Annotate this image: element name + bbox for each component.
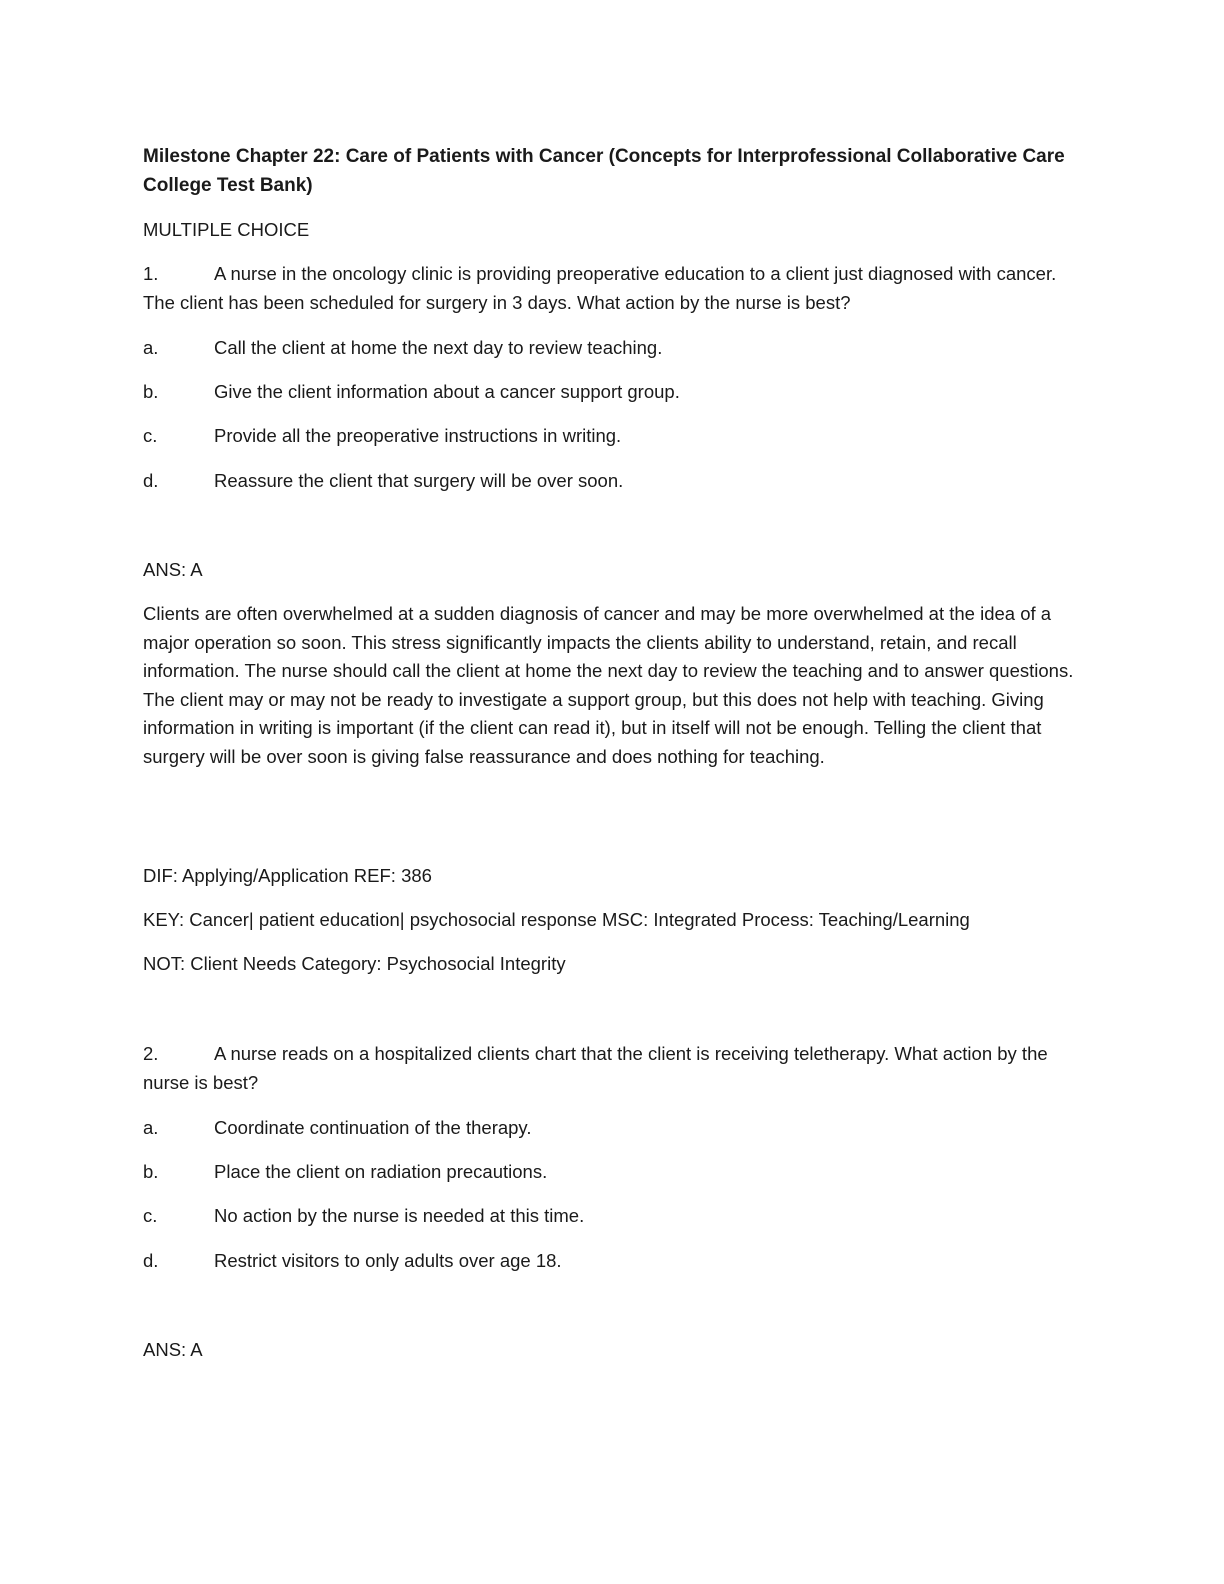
- document-title: Milestone Chapter 22: Care of Patients with Cancer (Concepts for Interprofessional Collaborative Care College Test Bank): [143, 146, 1065, 196]
- question-1-option-b: [143, 378, 1083, 407]
- section-heading: MULTIPLE CHOICE: [143, 219, 310, 240]
- option-text: Give the client information about a cancer support group.: [214, 381, 680, 402]
- question-number: 1.: [143, 263, 159, 284]
- option-text: Coordinate continuation of the therapy.: [214, 1117, 532, 1138]
- question-1-answer: ANS: A: [143, 559, 203, 580]
- question-1-stem: [143, 260, 1083, 317]
- question-1-keywords: KEY: Cancer| patient education| psychosocial response MSC: Integrated Process: Teaching/Learning: [143, 909, 970, 930]
- question-2-answer: ANS: A: [143, 1339, 203, 1360]
- question-2-stem: [143, 1040, 1083, 1097]
- question-2-option-a: [143, 1114, 1083, 1143]
- question-1-option-c: [143, 422, 1083, 451]
- option-letter: d.: [143, 1250, 159, 1271]
- option-text: No action by the nurse is needed at this time.: [214, 1205, 585, 1226]
- option-letter: d.: [143, 470, 159, 491]
- question-2-option-c: [143, 1202, 1083, 1231]
- option-text: Provide all the preoperative instructions in writing.: [214, 425, 622, 446]
- option-letter: a.: [143, 1117, 159, 1138]
- question-text: A nurse reads on a hospitalized clients chart that the client is receiving teletherapy. What action by the nurse is best?: [143, 1043, 1048, 1093]
- option-letter: b.: [143, 1161, 159, 1182]
- option-text: Place the client on radiation precautions.: [214, 1161, 548, 1182]
- option-text: Restrict visitors to only adults over age 18.: [214, 1250, 562, 1271]
- question-1-option-a: [143, 334, 1083, 363]
- option-letter: c.: [143, 1205, 158, 1226]
- question-text: A nurse in the oncology clinic is providing preoperative education to a client just diagnosed with cancer. The client has been scheduled for surgery in 3 days. What action by the nurse is best?: [143, 263, 1057, 313]
- question-number: 2.: [143, 1043, 159, 1064]
- option-text: Call the client at home the next day to review teaching.: [214, 337, 663, 358]
- option-text: Reassure the client that surgery will be over soon.: [214, 470, 624, 491]
- option-letter: a.: [143, 337, 159, 358]
- question-1-option-d: [143, 467, 1083, 496]
- option-letter: b.: [143, 381, 159, 402]
- question-2-option-b: [143, 1158, 1083, 1187]
- question-2-option-d: [143, 1247, 1083, 1276]
- question-1-rationale: Clients are often overwhelmed at a sudden diagnosis of cancer and may be more overwhelmed at the idea of a major operation so soon. This stress significantly impacts the clients ability to understand, retain, and recall information. The nurse should call the client at home the next day to review the teaching and to answer questions. The client may or may not be ready to investigate a support group, but this does not help with teaching. Giving information in writing is important (if the client can read it), but in itself will not be enough. Telling the client that surgery will be over soon is giving false reassurance and does nothing for teaching.: [143, 603, 1074, 767]
- question-1-difficulty: DIF: Applying/Application REF: 386: [143, 865, 432, 886]
- question-1-client-needs: NOT: Client Needs Category: Psychosocial Integrity: [143, 953, 566, 974]
- option-letter: c.: [143, 425, 158, 446]
